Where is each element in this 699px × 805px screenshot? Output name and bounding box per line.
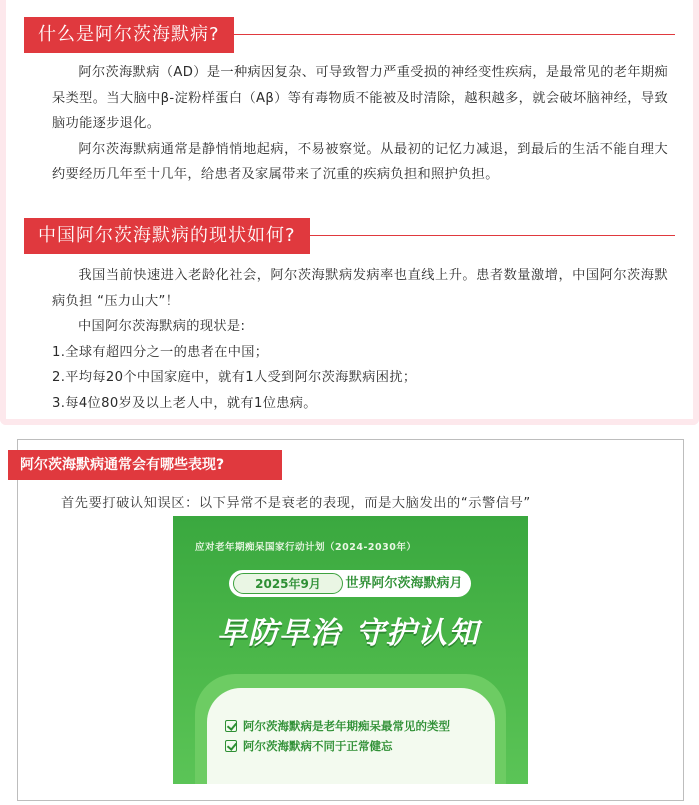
paragraph: 阿尔茨海默病（AD）是一种病因复杂、可导致智力严重受损的神经变性疾病，是最常见的老年期痴呆类型。当大脑中β-淀粉样蛋白（Aβ）等有毒物质不能被及时清除，越积越多，就会破坏脑神经，导致脑功能逐步退化。 [52,65,668,131]
slogan-right: 守护认知 [355,616,479,651]
poster-plan-title: 应对老年期痴呆国家行动计划（2024-2030年） [195,542,417,553]
section-title: 阿尔茨海默病通常会有哪些表现? [8,450,282,480]
list-item: 1.全球有超四分之一的患者在中国； [52,345,269,360]
checkbox-icon [225,720,237,732]
poster-slogan [217,608,479,652]
list-item: 2.平均每20个中国家庭中，就有1人受到阿尔茨海默病困扰； [52,370,417,385]
checkbox-icon [225,740,237,752]
list-title: 中国阿尔茨海默病的现状是: [78,319,246,334]
poster-date-badge: 2025年9月 [233,573,343,594]
section-title: 中国阿尔茨海默病的现状如何? [24,218,310,254]
campaign-poster-image [173,516,528,784]
section-title: 什么是阿尔茨海默病? [24,17,234,53]
check-item-text: 阿尔茨海默病不同于正常健忘 [243,739,393,753]
check-item-text: 阿尔茨海默病是老年期痴呆最常见的类型 [243,719,450,733]
paragraph: 阿尔茨海默病通常是静悄悄地起病，不易被察觉。从最初的记忆力减退，到最后的生活不能自理大约要经历几年至十几年，给患者及家属带来了沉重的疾病负担和照护负担。 [52,141,668,182]
paragraph: 我国当前快速进入老龄化社会，阿尔茨海默病发病率也直线上升。患者数量激增，中国阿尔茨海默病负担 “压力山大”！ [52,268,668,309]
list-item: 3.每4位80岁及以上老人中，就有1位患病。 [52,396,317,411]
section2-intro [52,263,668,314]
card-intro-text: 首先要打破认知误区：以下异常不是衰老的表现，而是大脑发出的“示警信号” [61,496,531,511]
poster-panel [207,688,495,784]
slogan-left: 早防早治 [217,616,341,651]
section1-body [52,60,668,188]
section-heading-china-status [24,218,675,254]
poster-check-item [225,718,450,734]
poster-month-title: 世界阿尔茨海默病月 [345,576,463,591]
section-heading-what-is-ad [24,17,675,53]
poster-check-item [225,738,393,754]
